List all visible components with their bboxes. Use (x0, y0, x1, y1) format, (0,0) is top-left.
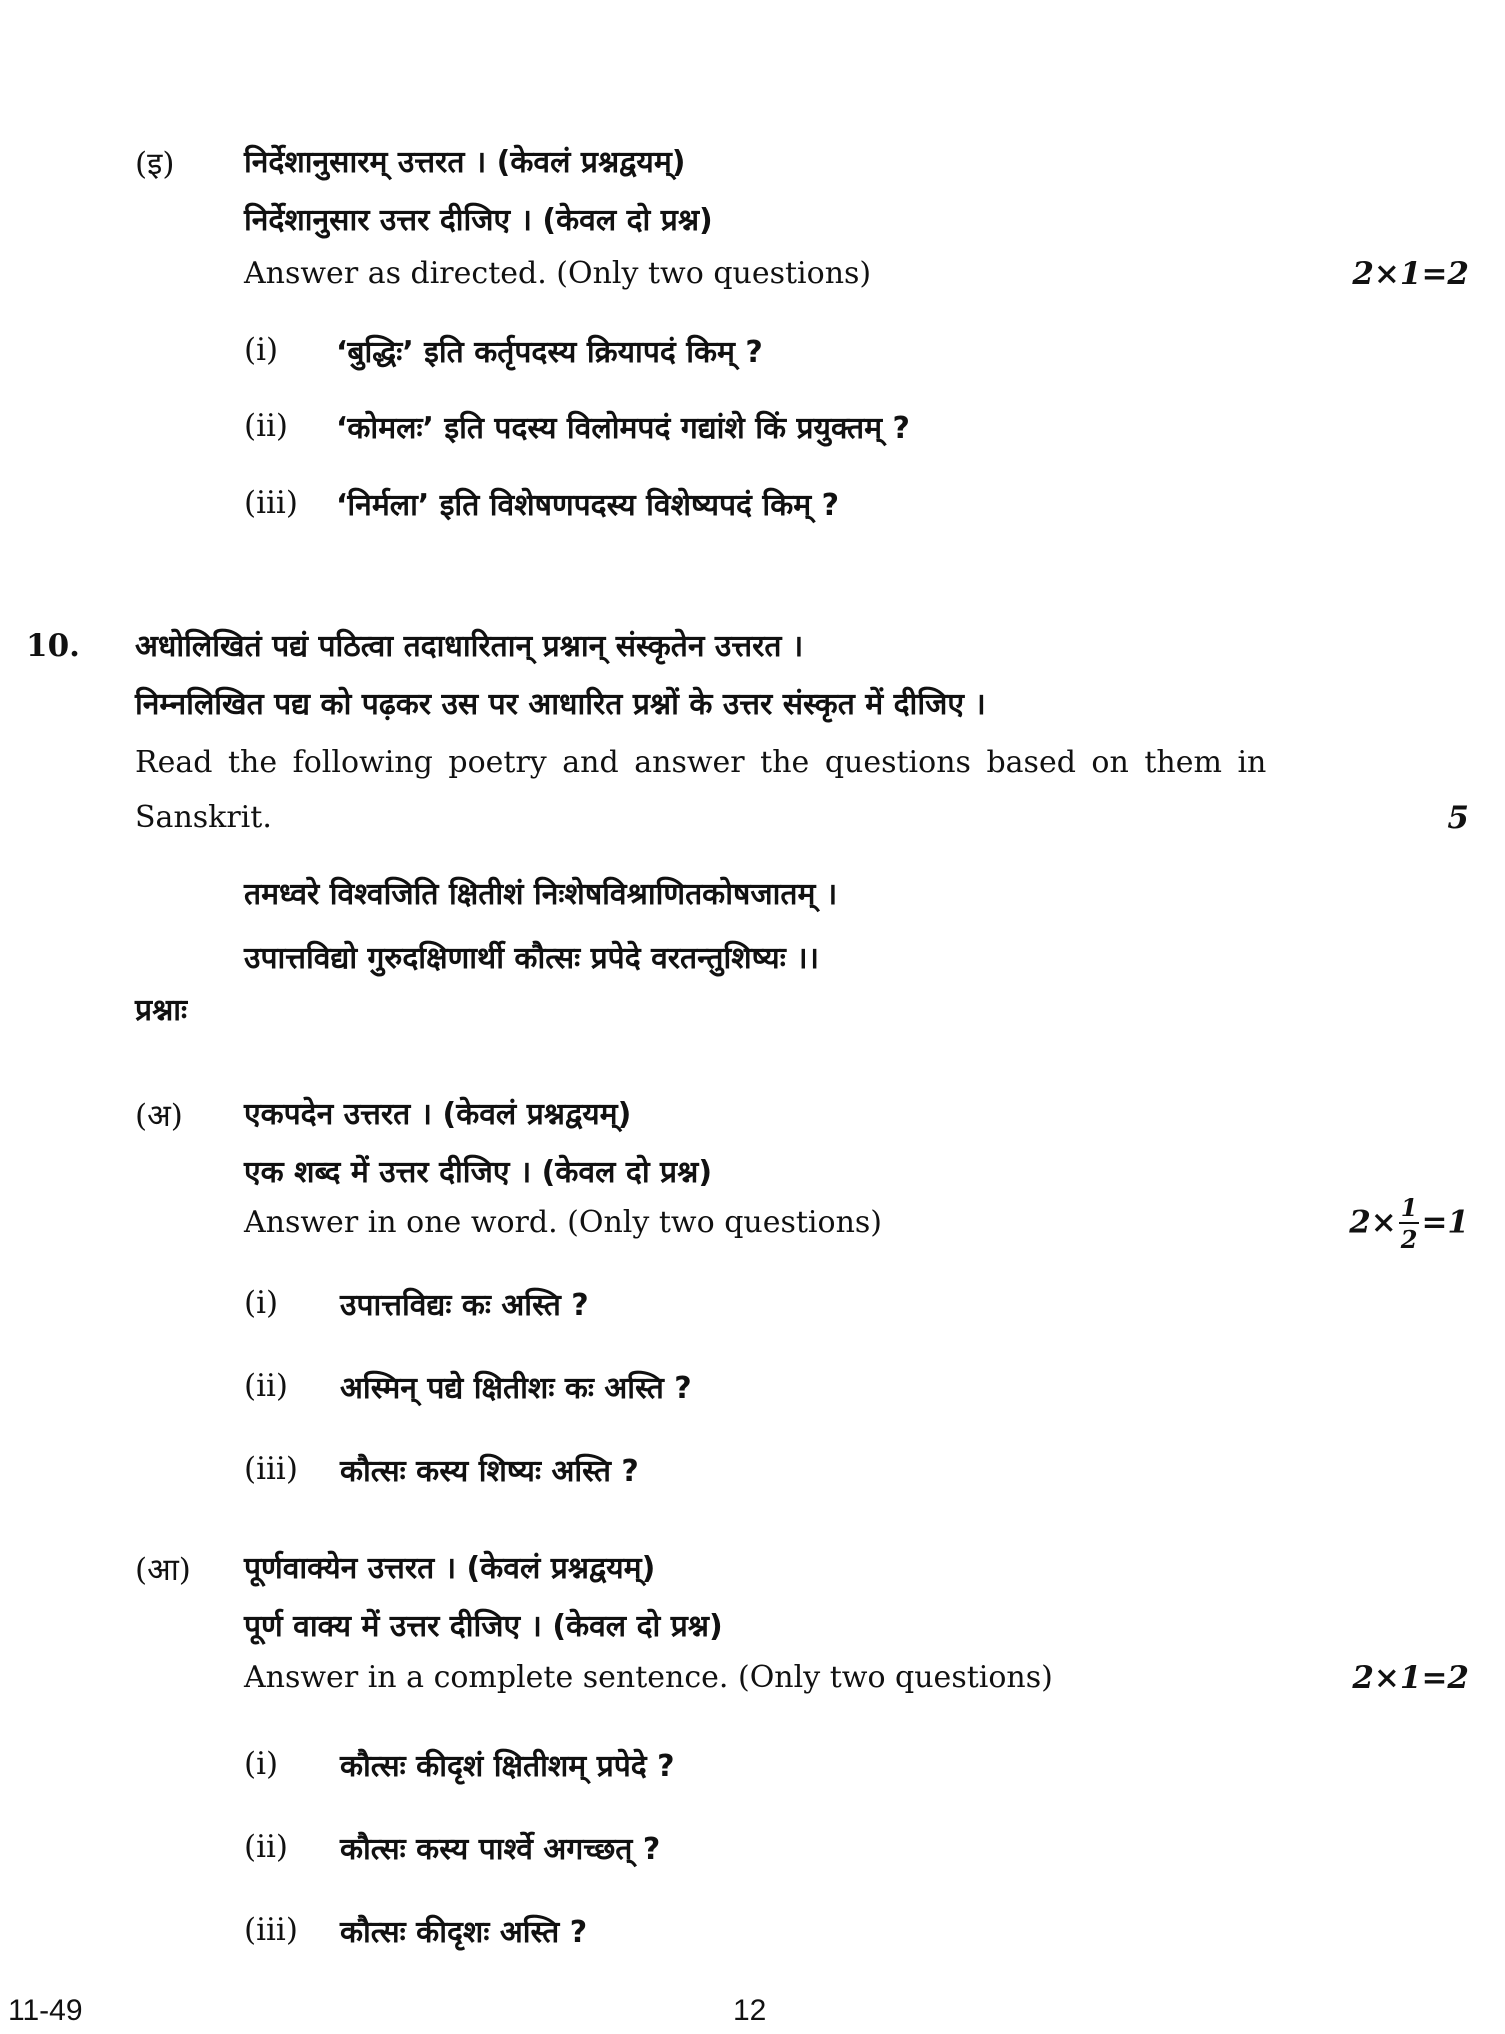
instruction-english: Answer in one word. (Only two questions) (244, 1205, 883, 1240)
question-text: कौत्सः कस्य पार्श्वे अगच्छत् ? (340, 1832, 661, 1867)
verse-line-2: उपात्तविद्यो गुरुदक्षिणार्थी कौत्सः प्रपेदे वरतन्तुशिष्यः ।। (244, 941, 819, 976)
section-label: (अ) (135, 1098, 183, 1134)
instruction-hindi: निम्नलिखित पद्य को पढ़कर उस पर आधारित प्रश्नों के उत्तर संस्कृत में दीजिए । (135, 687, 986, 722)
instruction-hindi: पूर्ण वाक्य में उत्तर दीजिए । (केवल दो प्रश्न) (244, 1609, 723, 1644)
marks-suffix: =1 (1421, 1204, 1469, 1241)
question-text: ‘बुद्धिः’ इति कर्तृपदस्य क्रियापदं किम् ? (336, 335, 763, 370)
question-text: उपात्तविद्यः कः अस्ति ? (340, 1288, 589, 1323)
question-text: कौत्सः कस्य शिष्यः अस्ति ? (340, 1454, 639, 1489)
instruction-english: Answer in a complete sentence. (Only two questions) (244, 1660, 1053, 1695)
question-number: (i) (244, 1746, 279, 1782)
questions-heading: प्रश्नाः (135, 993, 188, 1028)
question-text: कौत्सः कीदृशः अस्ति ? (340, 1915, 588, 1950)
marks-prefix: 2× (1349, 1204, 1397, 1241)
instruction-sanskrit: निर्देशानुसारम् उत्तरत । (केवलं प्रश्नद्वयम्) (244, 145, 686, 180)
question-number: (iii) (244, 1912, 298, 1948)
instruction-english: Read the following poetry and answer the questions based on them in (135, 745, 1267, 780)
section-label: (आ) (135, 1552, 191, 1588)
marks (1349, 1193, 1469, 1254)
question-number: (ii) (244, 1829, 289, 1865)
question-text: ‘कोमलः’ इति पदस्य विलोमपदं गद्यांशे किं प्रयुक्तम् ? (336, 411, 910, 446)
instruction-hindi: निर्देशानुसार उत्तर दीजिए । (केवल दो प्रश्न) (244, 203, 713, 238)
marks-fraction (1399, 1193, 1420, 1254)
instruction-sanskrit: अधोलिखितं पद्यं पठित्वा तदाधारितान् प्रश्नान् संस्कृतेन उत्तरत । (135, 629, 804, 664)
question-number: (iii) (244, 485, 298, 521)
question-text: ‘निर्मला’ इति विशेषणपदस्य विशेष्यपदं किम् ? (336, 488, 840, 523)
fraction-denominator: 2 (1400, 1225, 1418, 1254)
instruction-hindi: एक शब्द में उत्तर दीजिए । (केवल दो प्रश्न) (244, 1155, 713, 1190)
instruction-english: Answer as directed. (Only two questions) (244, 256, 872, 291)
question-number: (ii) (244, 408, 289, 444)
question-number: (ii) (244, 1368, 289, 1404)
instruction-sanskrit: पूर्णवाक्येन उत्तरत । (केवलं प्रश्नद्वयम्) (244, 1551, 656, 1586)
page-number: 12 (733, 1994, 767, 2027)
question-number: (i) (244, 332, 279, 368)
instruction-sanskrit: एकपदेन उत्तरत । (केवलं प्रश्नद्वयम्) (244, 1097, 632, 1132)
instruction-english-cont: Sanskrit. (135, 800, 272, 835)
fraction-numerator: 1 (1400, 1193, 1418, 1222)
marks: 2×1=2 (1352, 256, 1469, 292)
question-number: (iii) (244, 1451, 298, 1487)
question-number: (i) (244, 1285, 279, 1321)
marks: 2×1=2 (1352, 1660, 1469, 1696)
section-label: (इ) (135, 146, 175, 182)
verse-line-1: तमध्वरे विश्वजिति क्षितीशं निःशेषविश्राणितकोषजातम् । (244, 877, 838, 912)
question-text: कौत्सः कीदृशं क्षितीशम् प्रपेदे ? (340, 1749, 675, 1784)
question-number: 10. (26, 628, 80, 664)
paper-code: 11-49 (8, 1994, 83, 2027)
question-text: अस्मिन् पद्ये क्षितीशः कः अस्ति ? (340, 1371, 692, 1406)
marks: 5 (1447, 800, 1469, 836)
